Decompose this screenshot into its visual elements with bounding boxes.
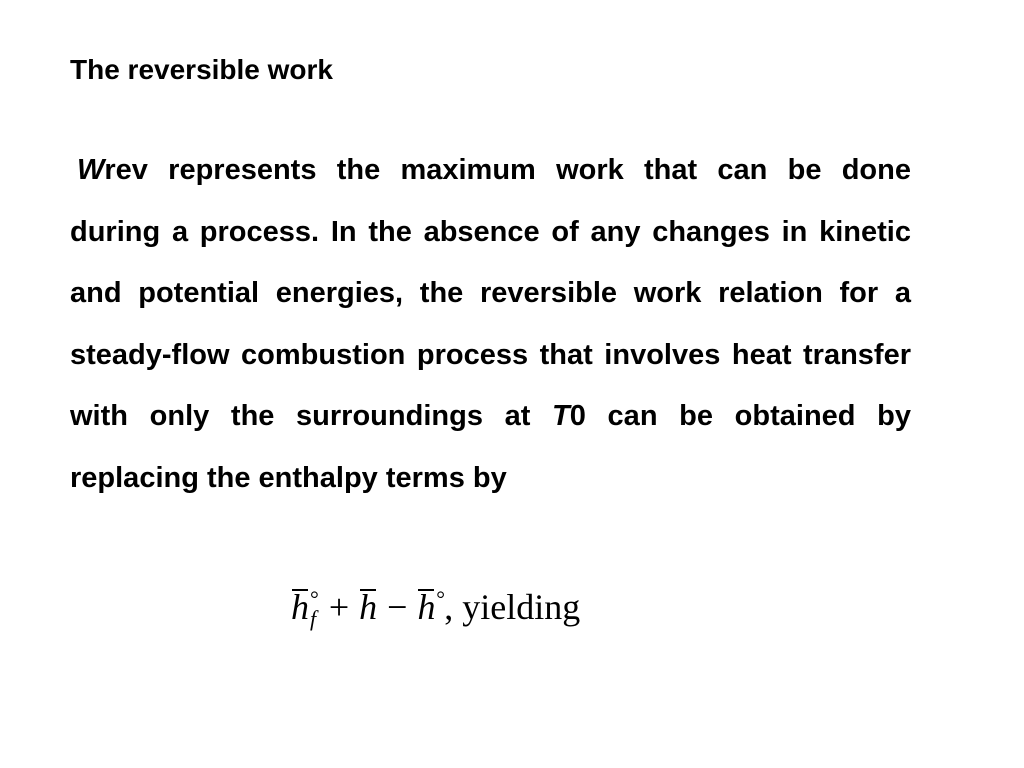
formula-degree-2: ° — [435, 586, 445, 611]
formula-h-bar-3: h — [417, 587, 436, 627]
formula-plus: + — [328, 587, 350, 627]
formula-h-bar-2: h — [359, 587, 378, 627]
formula-minus: − — [387, 587, 408, 627]
var-w: W — [77, 154, 105, 186]
paragraph-text-2: can be obtained by replacing the enthalpy terms by — [70, 400, 912, 494]
body-paragraph — [70, 140, 911, 509]
slide-title: The reversible work — [70, 54, 334, 85]
paragraph-text-1: represents the maximum work that can be done during a process. In the absence of any changes in kinetic and potential energies, the reversible work relation for a steady-flow combustion process that involves heat transfer with only the surroundings at — [70, 154, 911, 432]
var-t: T — [552, 400, 570, 432]
formula-h-bar-1: h — [291, 587, 309, 627]
subscript-0: 0 — [569, 400, 586, 432]
formula-tail: , yielding — [444, 587, 581, 627]
formula-degree-1: ° — [310, 585, 319, 611]
formula-sub-f: f — [310, 605, 317, 631]
formula-supsub — [310, 585, 319, 631]
enthalpy-formula — [291, 586, 580, 629]
subscript-rev: rev — [104, 154, 148, 186]
